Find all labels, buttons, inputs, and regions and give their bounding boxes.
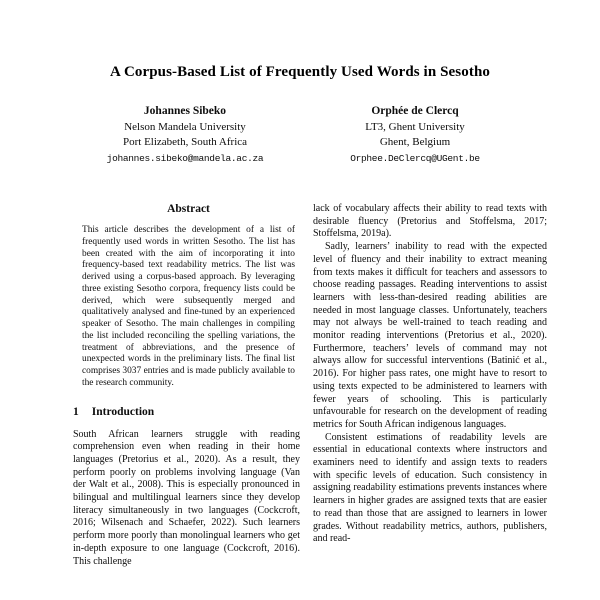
abstract-section <box>73 203 300 390</box>
intro-paragraph: South African learners struggle with reading comprehension even when reading in their home languages (Pretorius et al., 2020). As a result, they perform poorly on problems involving language (Van der Walt et al., 2008). This is especially pronounced in bilingual and multilingual learners since they develop literacy simultaneously in two languages (Cockcroft, 2016; Wilsenach and Schaefer, 2022). Such learners perform more poorly than monolingual learners who get in-depth exposure to one language (Cockcroft, 2016). This challenge <box>73 428 300 567</box>
author-2 <box>300 104 530 166</box>
section-title: Introduction <box>91 405 155 418</box>
right-column-paragraph-1: lack of vocabulary affects their ability to read texts with desirable fluency (Pretorius and Stoffelsma, 2017; Stoffelsma, 2019a). <box>313 203 547 240</box>
author-2-email: Orphee.DeClercq@UGent.be <box>350 152 480 164</box>
two-column-body <box>73 203 547 568</box>
author-1-name: Johannes Sibeko <box>143 105 227 117</box>
right-column-paragraph-2: Sadly, learners’ inability to read with the expected level of fluency and their inability to extract meaning from texts makes it difficult for teachers and assessors to choose reading passages. Reading interventions to assist learners with less-than-desired reading abilities are needed in most language classes. Unfortunately, teachers may not always be well-trained to teach reading and monitor reading interventions (Pretorius et al., 2020). Furthermore, teachers’ levels of command may not always allow for successful interventions (Batinić et al., 2016). For higher pass rates, one might have to resort to using texts expected to be administered to learners with fewer years of schooling. This is particularly unfavourable for research on the development of reading metrics for South African indigenous languages. <box>313 241 547 430</box>
abstract-heading: Abstract <box>167 203 210 215</box>
author-2-name: Orphée de Clercq <box>371 105 459 117</box>
author-1-location: Port Elizabeth, South Africa <box>122 136 248 148</box>
section-number: 1 <box>73 405 79 418</box>
left-column <box>73 203 300 568</box>
right-column <box>313 203 547 568</box>
paper-title: A Corpus-Based List of Frequently Used Words in Sesotho <box>109 64 490 80</box>
section-heading-introduction <box>73 406 300 418</box>
author-1-email: johannes.sibeko@mandela.ac.za <box>106 152 264 164</box>
author-block-row <box>0 104 600 166</box>
author-1-affiliation: Nelson Mandela University <box>124 120 246 133</box>
right-column-paragraph-3: Consistent estimations of readability levels are essential in educational contexts where instructors and examiners need to identify and assign texts to readers with specific levels of education. Such consistency in assigning readability estimations prevents instances where learners in higher grades are assigned texts that are easier to read than those that are assigned to learners in lower grades. Without readability metrics, authors, publishers, and read- <box>313 431 547 545</box>
author-2-affiliation: LT3, Ghent University <box>365 120 465 133</box>
author-2-location: Ghent, Belgium <box>379 136 451 148</box>
author-1 <box>70 104 300 166</box>
abstract-text: This article describes the development of a list of frequently used words in written Sesotho. The list has been created with the aim of incorporating it into frequency-based text readability metrics. The list was derived using a corpus-based approach. By leveraging three existing Sesotho corpora, frequency lists could be derived, which were subsequently merged and qualitatively analysed and fine-tuned by an experienced speaker of Sesotho. The main challenges in compiling the list included reconciling the spelling variations, the treatment of abbreviations, and the presence of unexpected words in the preliminary lists. The final list comprises 3037 entries and is made publicly available to the research community. <box>82 225 295 388</box>
